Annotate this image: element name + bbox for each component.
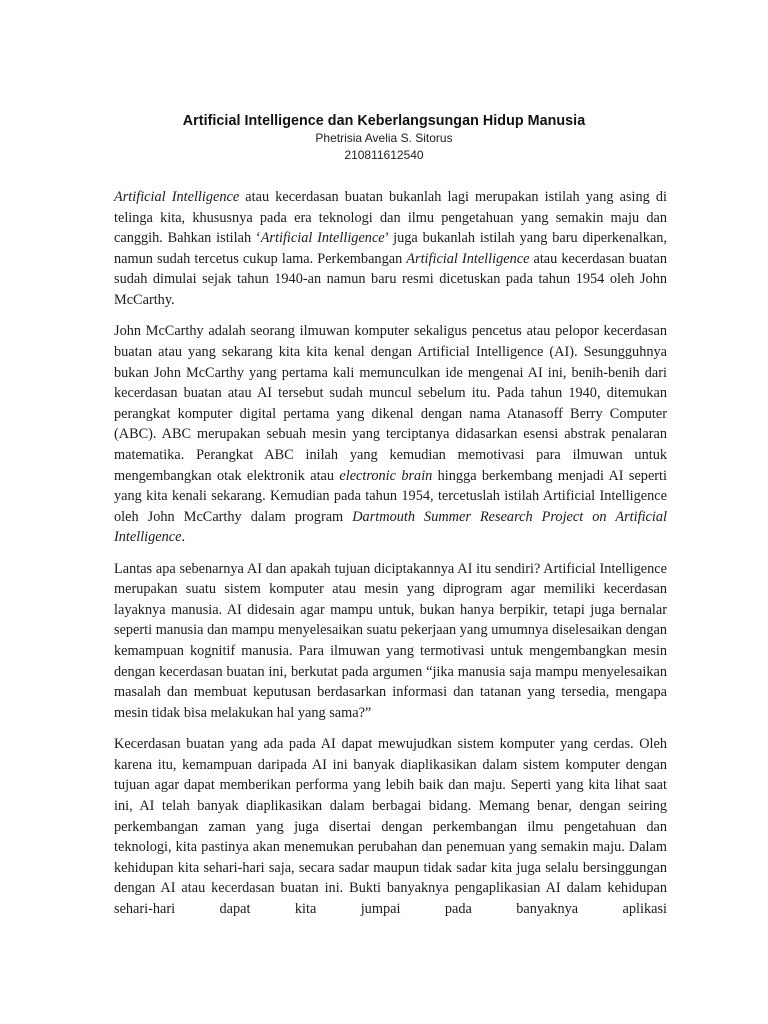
- paragraph-1-segment-6: atau kecerdasan buatan sudah dimulai sejak tahun 1940-an namun baru resmi dicetuskan pada tahun 1954 oleh John McCarthy.: [114, 250, 667, 308]
- paragraph-3: [114, 559, 667, 724]
- document-title: Artificial Intelligence dan Keberlangsungan Hidup Manusia: [182, 113, 586, 129]
- paragraph-2: [114, 321, 667, 548]
- paragraph-1-segment-3: Artificial Intelligence: [260, 230, 385, 247]
- paragraph-4-segment-1: Kecerdasan buatan yang ada pada AI dapat mewujudkan sistem komputer yang cerdas. Oleh karena itu, kemampuan daripada AI ini banyak diaplikasikan dalam sistem komputer dengan tujuan agar dapat memberikan performa yang lebih baik dan maju. Seperti yang kita lihat saat ini, AI telah banyak diaplikasikan dalam berbagai bidang. Memang benar, dengan seiring perkembangan zaman yang juga disertai dengan perkembangan ilmu pengetahuan dan teknologi, kita pastinya akan menemukan perubahan dan penemuan yang semakin maju. Dalam kehidupan kita sehari-hari saja, secara sadar maupun tidak sadar kita juga selalu bersinggungan dengan AI atau kecerdasan buatan ini. Bukti banyaknya pengaplikasian AI dalam kehidupan sehari-hari dapat kita jumpai pada banyaknya aplikasi: [114, 736, 667, 917]
- paragraph-4: [114, 734, 667, 919]
- paragraph-1: [114, 187, 667, 311]
- paragraph-1-segment-4: ’ juga bukanlah istilah yang baru diperkenalkan, namun sudah tercetus cukup lama. Perkembangan: [114, 230, 668, 267]
- paragraph-2-segment-4: Dartmouth Summer Research Project on Artificial Intelligence: [114, 508, 667, 546]
- author-name: Phetrisia Avelia S. Sitorus: [315, 131, 453, 145]
- student-id: 210811612540: [344, 148, 424, 162]
- paragraph-1-segment-2: atau kecerdasan buatan bukanlah lagi merupakan istilah yang asing di telinga kita, khususnya pada era teknologi dan ilmu pengetahuan yang semakin maju dan canggih. Bahkan istilah ‘: [114, 189, 667, 247]
- paragraph-3-segment-1: Lantas apa sebenarnya AI dan apakah tujuan diciptakannya AI itu sendiri? Artificial Intelligence merupakan suatu sistem komputer atau mesin yang diprogram agar memiliki kecerdasan layaknya manusia. AI didesain agar mampu untuk, bukan hanya berpikir, tetapi juga bernalar seperti manusia dan mampu menyelesaikan suatu pekerjaan yang umumnya diselesaikan dengan kemampuan kognitif manusia. Para ilmuwan yang termotivasi untuk mengembangkan mesin dengan kecerdasan buatan ini, berkutat pada argumen “jika manusia saja mampu menyelesaikan masalah dan membuat keputusan berdasarkan informasi dan tatanan yang tersedia, mengapa mesin tidak bisa melakukan hal yang sama?”: [114, 560, 667, 721]
- paragraph-1-segment-5: Artificial Intelligence: [406, 250, 530, 267]
- paragraph-1-segment-1: Artificial Intelligence: [114, 189, 240, 205]
- document-body: [114, 187, 667, 930]
- document-header: [0, 113, 768, 164]
- paragraph-2-segment-2: electronic brain: [339, 467, 433, 484]
- paragraph-2-segment-3: hingga berkembang menjadi AI seperti yang kita kenali sekarang. Kemudian pada tahun 1954, tercetuslah istilah Artificial Intelligence oleh John McCarthy dalam program: [114, 467, 668, 525]
- paragraph-2-segment-5: .: [181, 529, 186, 546]
- paragraph-2-segment-1: John McCarthy adalah seorang ilmuwan komputer sekaligus pencetus atau pelopor kecerdasan buatan atau yang sekarang kita kita kenal dengan Artificial Intelligence (AI). Sesungguhnya bukan John McCarthy yang pertama kali memunculkan ide mengenai AI ini, benih-benih dari kecerdasan buatan atau AI tersebut sudah muncul sebelum itu. Pada tahun 1940, ditemukan perangkat komputer digital pertama yang dikenal dengan nama Atanasoff Berry Computer (ABC). ABC merupakan sebuah mesin yang terciptanya didasarkan esensi abstrak penalaran matematika. Perangkat ABC inilah yang kemudian memotivasi para ilmuwan untuk mengembangkan otak elektronik atau: [114, 323, 667, 484]
